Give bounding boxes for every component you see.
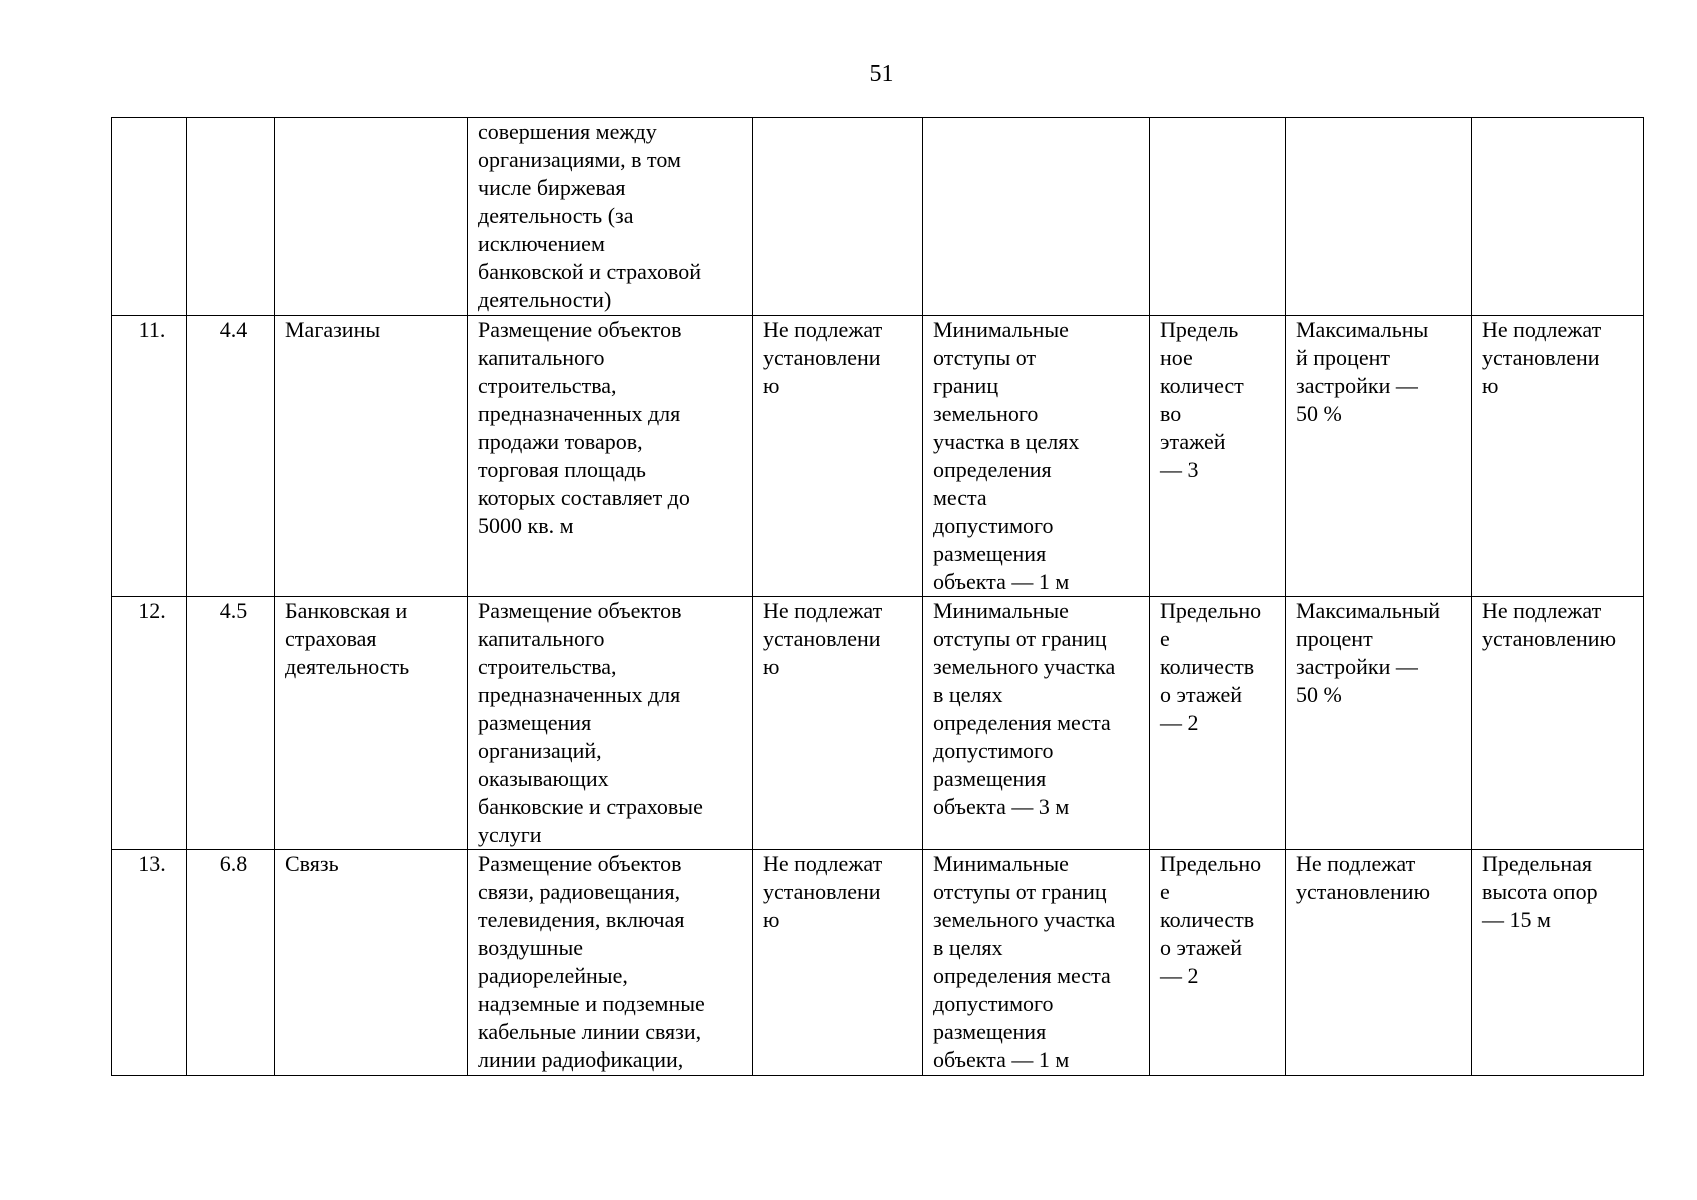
parameter-cell-last	[1472, 316, 1644, 597]
cell-text-line: отступы от	[933, 345, 1037, 370]
cell-text-line: торговая площадь	[478, 457, 646, 482]
cell-text-line: телевидения, включая	[478, 907, 685, 932]
cell-text-line: деятельности)	[478, 287, 612, 312]
table-body	[112, 118, 1644, 1076]
cell-text-line: в целях	[933, 682, 1003, 707]
setback-cell	[923, 850, 1150, 1076]
use-name-cell	[275, 118, 468, 316]
cell-text-line: количест	[1160, 373, 1244, 398]
cell-text-line: которых составляет до	[478, 485, 690, 510]
parameter-cell-1	[753, 316, 923, 597]
cell-text-line: определения места	[933, 710, 1111, 735]
setback-cell	[923, 316, 1150, 597]
cell-text-line: размещения	[933, 766, 1047, 791]
cell-text-line: Предель	[1160, 317, 1239, 342]
cell-text-line: Предельная	[1482, 851, 1592, 876]
cell-text-line: допустимого	[933, 991, 1054, 1016]
cell-text-line: в целях	[933, 935, 1003, 960]
cell-text-line: во	[1160, 401, 1182, 426]
cell-text-line: организациями, в том	[478, 147, 681, 172]
cell-text-line: Минимальные	[933, 317, 1069, 342]
use-code-cell	[187, 597, 275, 850]
use-code-cell	[187, 118, 275, 316]
cell-text-line: е	[1160, 879, 1170, 904]
coverage-cell	[1286, 850, 1472, 1076]
cell-text-line: Предельно	[1160, 851, 1262, 876]
table-row	[112, 597, 1644, 850]
cell-text-line: о этажей	[1160, 935, 1243, 960]
parameter-cell-last	[1472, 597, 1644, 850]
cell-text-line: воздушные	[478, 935, 583, 960]
use-description-cell	[468, 118, 753, 316]
row-number-cell	[112, 118, 187, 316]
cell-text-line: Минимальные	[933, 598, 1069, 623]
cell-text-line: организаций,	[478, 738, 602, 763]
cell-text-line: деятельность (за	[478, 203, 634, 228]
cell-text-line: линии радиофикации,	[478, 1047, 684, 1072]
cell-text-line: надземные и подземные	[478, 991, 705, 1016]
cell-text-line: предназначенных для	[478, 682, 681, 707]
cell-text-line: Предельно	[1160, 598, 1262, 623]
use-code-cell	[187, 316, 275, 597]
cell-text: 13.	[138, 851, 166, 876]
zoning-table	[111, 117, 1644, 1076]
cell-text-line: — 15 м	[1482, 907, 1551, 932]
page-number: 51	[869, 61, 894, 87]
cell-text-line: объекта — 1 м	[933, 1047, 1070, 1072]
parameter-cell-1	[753, 597, 923, 850]
cell-text-line: Максимальны	[1296, 317, 1429, 342]
cell-text-line: земельного участка	[933, 907, 1116, 932]
cell-text: 4.5	[219, 598, 248, 623]
cell-text-line: 50 %	[1296, 682, 1342, 707]
cell-text-line: связи, радиовещания,	[478, 879, 681, 904]
cell-text-line: границ	[933, 373, 999, 398]
cell-text-line: Не подлежат	[763, 851, 883, 876]
coverage-cell	[1286, 316, 1472, 597]
cell-text-line: е	[1160, 626, 1170, 651]
row-number-cell	[112, 316, 187, 597]
cell-text-line: количеств	[1160, 907, 1255, 932]
table-row	[112, 118, 1644, 316]
cell-text-line: этажей	[1160, 429, 1226, 454]
cell-text-line: ю	[763, 654, 780, 679]
cell-text-line: отступы от границ	[933, 879, 1107, 904]
setback-cell	[923, 118, 1150, 316]
cell-text-line: продажи товаров,	[478, 429, 643, 454]
cell-text-line: размещения	[478, 710, 592, 735]
floors-cell	[1150, 850, 1286, 1076]
cell-text-line: установлению	[1296, 879, 1431, 904]
cell-text-line: Не подлежат	[1482, 317, 1602, 342]
parameter-cell-1	[753, 850, 923, 1076]
cell-text-line: Магазины	[285, 317, 381, 342]
cell-text-line: установлени	[763, 879, 881, 904]
cell-text-line: совершения между	[478, 119, 657, 144]
cell-text-line: ю	[1482, 373, 1499, 398]
cell-text-line: Максимальный	[1296, 598, 1441, 623]
cell-text-line: определения места	[933, 963, 1111, 988]
cell-text-line: Минимальные	[933, 851, 1069, 876]
cell-text-line: определения	[933, 457, 1052, 482]
cell-text-line: установлени	[763, 626, 881, 651]
cell-text-line: о этажей	[1160, 682, 1243, 707]
setback-cell	[923, 597, 1150, 850]
cell-text-line: Не подлежат	[1482, 598, 1602, 623]
cell-text-line: 5000 кв. м	[478, 513, 574, 538]
cell-text-line: исключением	[478, 231, 605, 256]
cell-text-line: — 3	[1160, 457, 1199, 482]
cell-text-line: ю	[763, 373, 780, 398]
cell-text-line: строительства,	[478, 654, 617, 679]
cell-text-line: капитального	[478, 345, 605, 370]
cell-text-line: участка в целях	[933, 429, 1080, 454]
parameter-cell-1	[753, 118, 923, 316]
cell-text-line: Не подлежат	[763, 317, 883, 342]
cell-text-line: процент	[1296, 626, 1373, 651]
floors-cell	[1150, 118, 1286, 316]
cell-text-line: капитального	[478, 626, 605, 651]
coverage-cell	[1286, 597, 1472, 850]
row-number-cell	[112, 850, 187, 1076]
cell-text-line: ное	[1160, 345, 1193, 370]
cell-text-line: Размещение объектов	[478, 317, 682, 342]
cell-text-line: застройки —	[1296, 373, 1418, 398]
cell-text-line: Размещение объектов	[478, 598, 682, 623]
cell-text-line: объекта — 1 м	[933, 569, 1070, 594]
use-description-cell	[468, 850, 753, 1076]
floors-cell	[1150, 597, 1286, 850]
table-row	[112, 850, 1644, 1076]
cell-text-line: установлени	[1482, 345, 1600, 370]
cell-text-line: оказывающих	[478, 766, 609, 791]
cell-text-line: количеств	[1160, 654, 1255, 679]
cell-text-line: установлени	[763, 345, 881, 370]
use-name-cell	[275, 316, 468, 597]
use-description-cell	[468, 316, 753, 597]
cell-text-line: радиорелейные,	[478, 963, 628, 988]
cell-text-line: размещения	[933, 541, 1047, 566]
cell-text-line: — 2	[1160, 963, 1199, 988]
cell-text-line: 50 %	[1296, 401, 1342, 426]
cell-text-line: земельного участка	[933, 654, 1116, 679]
cell-text-line: банковские и страховые	[478, 794, 703, 819]
coverage-cell	[1286, 118, 1472, 316]
cell-text-line: банковской и страховой	[478, 259, 702, 284]
cell-text-line: числе биржевая	[478, 175, 626, 200]
cell-text-line: деятельность	[285, 654, 410, 679]
cell-text-line: допустимого	[933, 738, 1054, 763]
row-number-cell	[112, 597, 187, 850]
cell-text-line: услуги	[478, 822, 542, 847]
cell-text-line: отступы от границ	[933, 626, 1107, 651]
cell-text-line: страховая	[285, 626, 377, 651]
cell-text: 12.	[138, 598, 166, 623]
cell-text-line: объекта — 3 м	[933, 794, 1070, 819]
parameter-cell-last	[1472, 118, 1644, 316]
cell-text: 11.	[138, 317, 166, 342]
cell-text-line: размещения	[933, 1019, 1047, 1044]
use-name-cell	[275, 597, 468, 850]
cell-text-line: й процент	[1296, 345, 1390, 370]
parameter-cell-last	[1472, 850, 1644, 1076]
cell-text-line: — 2	[1160, 710, 1199, 735]
cell-text-line: места	[933, 485, 987, 510]
cell-text-line: Не подлежат	[763, 598, 883, 623]
cell-text-line: земельного	[933, 401, 1039, 426]
use-description-cell	[468, 597, 753, 850]
cell-text-line: предназначенных для	[478, 401, 681, 426]
cell-text-line: высота опор	[1482, 879, 1598, 904]
cell-text: 6.8	[219, 851, 248, 876]
cell-text-line: застройки —	[1296, 654, 1418, 679]
cell-text-line: строительства,	[478, 373, 617, 398]
cell-text-line: ю	[763, 907, 780, 932]
use-name-cell	[275, 850, 468, 1076]
floors-cell	[1150, 316, 1286, 597]
cell-text-line: Не подлежат	[1296, 851, 1416, 876]
table-row	[112, 316, 1644, 597]
cell-text-line: установлению	[1482, 626, 1617, 651]
cell-text-line: кабельные линии связи,	[478, 1019, 702, 1044]
cell-text-line: Связь	[285, 851, 339, 876]
use-code-cell	[187, 850, 275, 1076]
cell-text-line: Банковская и	[285, 598, 408, 623]
cell-text-line: Размещение объектов	[478, 851, 682, 876]
cell-text: 4.4	[219, 317, 248, 342]
cell-text-line: допустимого	[933, 513, 1054, 538]
